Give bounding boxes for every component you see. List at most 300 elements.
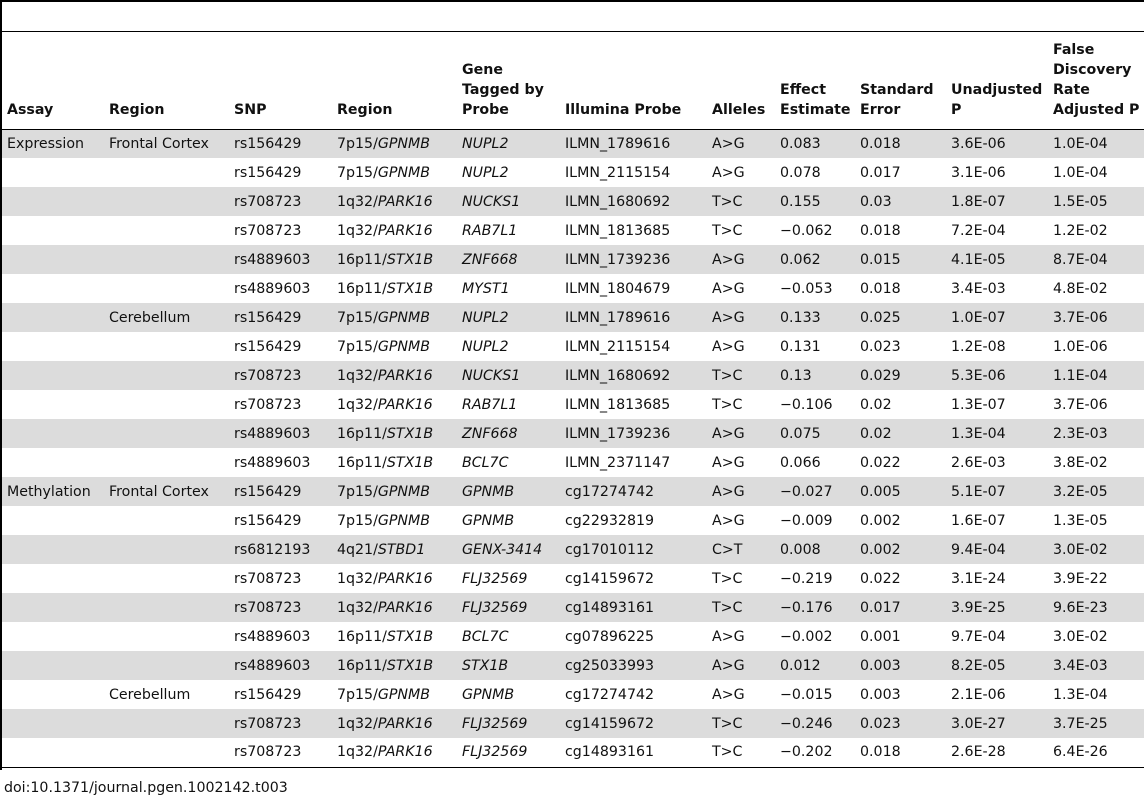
standard-error-cell: 0.003 xyxy=(860,686,901,703)
gene-cell: GPNMB xyxy=(462,512,515,529)
locus-gene: GPNMB xyxy=(377,164,431,181)
fdr-p-cell: 3.8E-02 xyxy=(1053,454,1108,471)
locus-gene: PARK16 xyxy=(377,715,433,732)
locus-band: 16p11/ xyxy=(337,657,387,674)
results-table xyxy=(2,34,1144,768)
assay-cell xyxy=(2,274,104,303)
standard-error-cell: 0.023 xyxy=(860,338,901,355)
locus-cell xyxy=(332,680,457,709)
alleles-cell: C>T xyxy=(707,535,775,564)
region-cell xyxy=(104,738,229,767)
snp-cell: rs156429 xyxy=(234,512,302,529)
locus-band: 16p11/ xyxy=(337,425,387,442)
assay-cell xyxy=(2,187,104,216)
assay-cell: Methylation xyxy=(2,477,104,506)
locus-band: 1q32/ xyxy=(337,193,378,210)
alleles-cell: T>C xyxy=(707,187,775,216)
table-row xyxy=(2,419,1144,448)
locus-cell xyxy=(332,245,457,274)
locus-cell xyxy=(332,622,457,651)
region-cell xyxy=(104,361,229,390)
probe-cell: cg14893161 xyxy=(560,593,707,622)
assay-cell xyxy=(2,303,104,332)
unadjusted-p-cell: 2.6E-03 xyxy=(951,454,1006,471)
locus-cell xyxy=(332,448,457,477)
alleles-cell: T>C xyxy=(712,396,743,413)
effect-estimate-cell: 0.012 xyxy=(775,651,855,680)
table-row xyxy=(2,709,1144,738)
locus-cell xyxy=(332,477,457,506)
assay-cell xyxy=(2,709,104,738)
probe-cell: ILMN_1804679 xyxy=(565,280,671,297)
region-cell xyxy=(104,622,229,651)
standard-error-cell: 0.017 xyxy=(855,593,946,622)
unadjusted-p-cell: 3.1E-24 xyxy=(951,570,1006,587)
region-cell: Frontal Cortex xyxy=(104,477,229,506)
region-cell xyxy=(104,245,229,274)
gene-cell: FLJ32569 xyxy=(462,570,528,587)
fdr-p-cell: 3.7E-25 xyxy=(1048,709,1144,738)
table-row xyxy=(2,593,1144,622)
effect-estimate-cell: −0.062 xyxy=(780,222,833,239)
table-row xyxy=(2,506,1144,535)
locus-band: 1q32/ xyxy=(337,599,378,616)
alleles-cell: T>C xyxy=(707,361,775,390)
col-header-fdr-p: False Discovery Rate Adjusted P xyxy=(1048,34,1144,129)
locus-band: 1q32/ xyxy=(337,715,378,732)
standard-error-cell: 0.018 xyxy=(860,280,901,297)
fdr-p-cell: 3.2E-05 xyxy=(1048,477,1144,506)
locus-gene: STX1B xyxy=(386,280,434,297)
alleles-cell: A>G xyxy=(712,280,745,297)
alleles-cell: A>G xyxy=(712,338,745,355)
locus-cell xyxy=(332,361,457,390)
alleles-cell: A>G xyxy=(707,477,775,506)
table-row xyxy=(2,303,1144,332)
fdr-p-cell: 1.5E-05 xyxy=(1048,187,1144,216)
table-row xyxy=(2,651,1144,680)
locus-gene: GPNMB xyxy=(377,309,431,326)
assay-cell xyxy=(2,419,104,448)
unadjusted-p-cell: 4.1E-05 xyxy=(946,245,1048,274)
unadjusted-p-cell: 3.4E-03 xyxy=(951,280,1006,297)
standard-error-cell: 0.02 xyxy=(855,419,946,448)
locus-gene: STBD1 xyxy=(377,541,426,558)
assay-cell xyxy=(2,738,104,767)
locus-cell xyxy=(332,274,457,303)
table-row xyxy=(2,680,1144,709)
effect-estimate-cell: −0.202 xyxy=(775,738,855,767)
probe-cell: ILMN_2371147 xyxy=(565,454,671,471)
probe-cell: cg07896225 xyxy=(565,628,655,645)
locus-cell xyxy=(332,738,457,767)
assay-cell xyxy=(2,361,104,390)
alleles-cell: A>G xyxy=(707,129,775,158)
region-cell xyxy=(104,216,229,245)
unadjusted-p-cell: 1.3E-04 xyxy=(946,419,1048,448)
assay-cell xyxy=(2,535,104,564)
snp-cell: rs4889603 xyxy=(234,280,311,297)
unadjusted-p-cell: 1.3E-07 xyxy=(951,396,1006,413)
unadjusted-p-cell: 3.1E-06 xyxy=(951,164,1006,181)
locus-cell xyxy=(332,593,457,622)
probe-cell: ILMN_1680692 xyxy=(560,187,707,216)
locus-band: 7p15/ xyxy=(337,686,378,703)
unadjusted-p-cell: 9.7E-04 xyxy=(951,628,1006,645)
probe-cell: ILMN_2115154 xyxy=(565,164,671,181)
table-row xyxy=(2,245,1144,274)
table-row xyxy=(2,535,1144,564)
effect-estimate-cell: 0.066 xyxy=(780,454,821,471)
locus-gene: STX1B xyxy=(386,251,434,268)
gene-cell: GPNMB xyxy=(462,686,515,703)
gene-cell: NUCKS1 xyxy=(457,361,560,390)
region-cell xyxy=(104,709,229,738)
locus-gene: STX1B xyxy=(386,454,434,471)
fdr-p-cell: 2.3E-03 xyxy=(1048,419,1144,448)
effect-estimate-cell: −0.009 xyxy=(780,512,833,529)
standard-error-cell: 0.001 xyxy=(860,628,901,645)
probe-cell: cg17010112 xyxy=(560,535,707,564)
snp-cell: rs708723 xyxy=(234,570,302,587)
unadjusted-p-cell: 2.1E-06 xyxy=(951,686,1006,703)
locus-band: 7p15/ xyxy=(337,338,378,355)
snp-cell: rs4889603 xyxy=(229,419,332,448)
col-header-alleles: Alleles xyxy=(707,34,775,129)
table-row xyxy=(2,129,1144,158)
locus-cell xyxy=(332,709,457,738)
probe-cell: ILMN_1813685 xyxy=(565,396,671,413)
alleles-cell: T>C xyxy=(707,738,775,767)
gene-cell: BCL7C xyxy=(462,628,509,645)
unadjusted-p-cell: 3.0E-27 xyxy=(946,709,1048,738)
fdr-p-cell: 3.0E-02 xyxy=(1048,535,1144,564)
table-row xyxy=(2,477,1144,506)
region-cell xyxy=(104,390,229,419)
gene-cell: GENX-3414 xyxy=(457,535,560,564)
assay-cell xyxy=(2,245,104,274)
gene-cell: NUPL2 xyxy=(462,164,509,181)
locus-band: 7p15/ xyxy=(337,512,378,529)
locus-cell xyxy=(332,216,457,245)
region-cell xyxy=(104,564,229,593)
alleles-cell: A>G xyxy=(707,303,775,332)
alleles-cell: A>G xyxy=(712,454,745,471)
locus-gene: PARK16 xyxy=(377,599,433,616)
unadjusted-p-cell: 1.8E-07 xyxy=(946,187,1048,216)
locus-band: 1q32/ xyxy=(337,744,378,761)
probe-cell: ILMN_1789616 xyxy=(560,303,707,332)
unadjusted-p-cell: 1.2E-08 xyxy=(951,338,1006,355)
unadjusted-p-cell: 3.9E-25 xyxy=(946,593,1048,622)
probe-cell: cg14159672 xyxy=(565,570,655,587)
locus-gene: PARK16 xyxy=(377,222,433,239)
table-row xyxy=(2,622,1144,651)
fdr-p-cell: 4.8E-02 xyxy=(1053,280,1108,297)
locus-cell xyxy=(332,564,457,593)
fdr-p-cell: 9.6E-23 xyxy=(1048,593,1144,622)
gene-cell: NUCKS1 xyxy=(457,187,560,216)
gene-cell: RAB7L1 xyxy=(462,396,518,413)
fdr-p-cell: 3.9E-22 xyxy=(1053,570,1108,587)
unadjusted-p-cell: 5.3E-06 xyxy=(946,361,1048,390)
locus-gene: GPNMB xyxy=(377,135,431,152)
unadjusted-p-cell: 9.4E-04 xyxy=(946,535,1048,564)
alleles-cell: A>G xyxy=(707,651,775,680)
locus-gene: PARK16 xyxy=(377,570,433,587)
effect-estimate-cell: −0.027 xyxy=(775,477,855,506)
gene-cell: FLJ32569 xyxy=(457,709,560,738)
snp-cell: rs4889603 xyxy=(234,454,311,471)
gene-cell: GPNMB xyxy=(457,477,560,506)
gene-cell: ZNF668 xyxy=(457,245,560,274)
unadjusted-p-cell: 1.0E-07 xyxy=(946,303,1048,332)
effect-estimate-cell: 0.062 xyxy=(775,245,855,274)
top-rule xyxy=(0,0,1144,2)
standard-error-cell: 0.018 xyxy=(855,129,946,158)
locus-band: 7p15/ xyxy=(337,164,378,181)
region-cell: Cerebellum xyxy=(109,686,191,703)
col-header-effect: Effect Estimate xyxy=(775,34,855,129)
region-cell xyxy=(104,448,229,477)
locus-cell xyxy=(332,158,457,187)
region-cell xyxy=(104,332,229,361)
region-cell xyxy=(104,593,229,622)
snp-cell: rs4889603 xyxy=(229,651,332,680)
locus-cell xyxy=(332,390,457,419)
standard-error-cell: 0.005 xyxy=(855,477,946,506)
region-cell: Cerebellum xyxy=(104,303,229,332)
table-row xyxy=(2,738,1144,767)
standard-error-cell: 0.002 xyxy=(860,512,901,529)
fdr-p-cell: 1.3E-04 xyxy=(1053,686,1108,703)
unadjusted-p-cell: 1.6E-07 xyxy=(951,512,1006,529)
doi-caption: doi:10.1371/journal.pgen.1002142.t003 xyxy=(4,780,288,796)
region-cell xyxy=(104,274,229,303)
alleles-cell: A>G xyxy=(707,245,775,274)
header-top-rule xyxy=(0,31,1144,32)
unadjusted-p-cell: 3.6E-06 xyxy=(946,129,1048,158)
table-row xyxy=(2,158,1144,187)
standard-error-cell: 0.029 xyxy=(855,361,946,390)
probe-cell: cg22932819 xyxy=(565,512,655,529)
alleles-cell: T>C xyxy=(707,709,775,738)
table-row xyxy=(2,332,1144,361)
probe-cell: cg14159672 xyxy=(560,709,707,738)
assay-cell xyxy=(2,506,104,535)
locus-band: 16p11/ xyxy=(337,251,387,268)
gene-cell: RAB7L1 xyxy=(462,222,518,239)
standard-error-cell: 0.018 xyxy=(855,738,946,767)
locus-gene: PARK16 xyxy=(377,396,433,413)
snp-cell: rs6812193 xyxy=(229,535,332,564)
locus-cell xyxy=(332,129,457,158)
locus-band: 7p15/ xyxy=(337,483,378,500)
fdr-p-cell: 1.3E-05 xyxy=(1053,512,1108,529)
assay-cell xyxy=(2,680,104,709)
gene-cell: NUPL2 xyxy=(462,338,509,355)
fdr-p-cell: 8.7E-04 xyxy=(1048,245,1144,274)
assay-cell xyxy=(2,593,104,622)
standard-error-cell: 0.025 xyxy=(855,303,946,332)
snp-cell: rs4889603 xyxy=(229,245,332,274)
locus-band: 7p15/ xyxy=(337,135,378,152)
locus-cell xyxy=(332,332,457,361)
region-cell xyxy=(104,506,229,535)
locus-gene: GPNMB xyxy=(377,483,431,500)
region-cell xyxy=(104,419,229,448)
table-row xyxy=(2,390,1144,419)
locus-cell xyxy=(332,419,457,448)
effect-estimate-cell: −0.002 xyxy=(780,628,833,645)
region-cell xyxy=(104,535,229,564)
locus-gene: PARK16 xyxy=(377,744,433,761)
probe-cell: ILMN_1789616 xyxy=(560,129,707,158)
assay-cell xyxy=(2,332,104,361)
standard-error-cell: 0.02 xyxy=(860,396,892,413)
fdr-p-cell: 3.7E-06 xyxy=(1048,303,1144,332)
locus-gene: GPNMB xyxy=(377,338,431,355)
snp-cell: rs708723 xyxy=(229,593,332,622)
alleles-cell: A>G xyxy=(712,164,745,181)
locus-cell xyxy=(332,651,457,680)
assay-cell xyxy=(2,448,104,477)
alleles-cell: A>G xyxy=(712,512,745,529)
effect-estimate-cell: −0.176 xyxy=(775,593,855,622)
effect-estimate-cell: −0.053 xyxy=(780,280,833,297)
gene-cell: MYST1 xyxy=(462,280,510,297)
standard-error-cell: 0.018 xyxy=(860,222,901,239)
locus-gene: PARK16 xyxy=(377,193,433,210)
col-header-region: Region xyxy=(104,34,229,129)
fdr-p-cell: 1.0E-06 xyxy=(1053,338,1108,355)
col-header-unadjusted-p: Unadjusted P xyxy=(946,34,1048,129)
probe-cell: ILMN_1739236 xyxy=(560,419,707,448)
col-header-snp: SNP xyxy=(229,34,332,129)
effect-estimate-cell: 0.133 xyxy=(775,303,855,332)
header-row xyxy=(2,34,1144,129)
alleles-cell: T>C xyxy=(707,593,775,622)
effect-estimate-cell: 0.155 xyxy=(775,187,855,216)
snp-cell: rs4889603 xyxy=(234,628,311,645)
locus-cell xyxy=(332,535,457,564)
col-header-gene: Gene Tagged by Probe xyxy=(457,34,560,129)
probe-cell: ILMN_1739236 xyxy=(560,245,707,274)
region-cell xyxy=(104,158,229,187)
locus-band: 7p15/ xyxy=(337,309,378,326)
fdr-p-cell: 3.7E-06 xyxy=(1053,396,1108,413)
effect-estimate-cell: −0.246 xyxy=(775,709,855,738)
standard-error-cell: 0.023 xyxy=(855,709,946,738)
alleles-cell: A>G xyxy=(712,686,745,703)
standard-error-cell: 0.002 xyxy=(855,535,946,564)
snp-cell: rs708723 xyxy=(229,187,332,216)
locus-gene: GPNMB xyxy=(377,686,431,703)
locus-gene: STX1B xyxy=(386,628,434,645)
fdr-p-cell: 1.2E-02 xyxy=(1053,222,1108,239)
locus-band: 1q32/ xyxy=(337,396,378,413)
probe-cell: ILMN_1813685 xyxy=(565,222,671,239)
locus-band: 16p11/ xyxy=(337,628,387,645)
fdr-p-cell: 3.0E-02 xyxy=(1053,628,1108,645)
assay-cell: Expression xyxy=(2,129,104,158)
locus-gene: GPNMB xyxy=(377,512,431,529)
standard-error-cell: 0.017 xyxy=(860,164,901,181)
locus-band: 16p11/ xyxy=(337,280,387,297)
standard-error-cell: 0.022 xyxy=(860,454,901,471)
gene-cell: ZNF668 xyxy=(457,419,560,448)
snp-cell: rs708723 xyxy=(229,738,332,767)
effect-estimate-cell: 0.131 xyxy=(780,338,821,355)
table-row xyxy=(2,448,1144,477)
alleles-cell: A>G xyxy=(707,419,775,448)
snp-cell: rs156429 xyxy=(234,686,302,703)
locus-gene: STX1B xyxy=(386,657,434,674)
unadjusted-p-cell: 8.2E-05 xyxy=(946,651,1048,680)
region-cell: Frontal Cortex xyxy=(104,129,229,158)
probe-cell: cg17274742 xyxy=(565,686,655,703)
alleles-cell: T>C xyxy=(712,222,743,239)
col-header-se: Standard Error xyxy=(855,34,946,129)
gene-cell: BCL7C xyxy=(462,454,509,471)
snp-cell: rs708723 xyxy=(229,709,332,738)
fdr-p-cell: 1.0E-04 xyxy=(1053,164,1108,181)
snp-cell: rs156429 xyxy=(229,129,332,158)
locus-cell xyxy=(332,303,457,332)
unadjusted-p-cell: 2.6E-28 xyxy=(946,738,1048,767)
standard-error-cell: 0.03 xyxy=(855,187,946,216)
table-row xyxy=(2,187,1144,216)
standard-error-cell: 0.015 xyxy=(855,245,946,274)
effect-estimate-cell: −0.106 xyxy=(780,396,833,413)
probe-cell: cg17274742 xyxy=(560,477,707,506)
region-cell xyxy=(104,187,229,216)
snp-cell: rs156429 xyxy=(229,303,332,332)
probe-cell: cg14893161 xyxy=(560,738,707,767)
standard-error-cell: 0.022 xyxy=(860,570,901,587)
effect-estimate-cell: 0.075 xyxy=(775,419,855,448)
gene-cell: NUPL2 xyxy=(457,303,560,332)
effect-estimate-cell: 0.078 xyxy=(780,164,821,181)
table-body xyxy=(2,129,1144,767)
locus-band: 16p11/ xyxy=(337,454,387,471)
assay-cell xyxy=(2,564,104,593)
region-cell xyxy=(104,651,229,680)
probe-cell: ILMN_2115154 xyxy=(565,338,671,355)
assay-cell xyxy=(2,158,104,187)
gene-cell: FLJ32569 xyxy=(457,738,560,767)
gene-cell: FLJ32569 xyxy=(457,593,560,622)
locus-band: 1q32/ xyxy=(337,222,378,239)
locus-band: 1q32/ xyxy=(337,570,378,587)
effect-estimate-cell: 0.083 xyxy=(775,129,855,158)
assay-cell xyxy=(2,390,104,419)
alleles-cell: A>G xyxy=(712,628,745,645)
snp-cell: rs156429 xyxy=(234,164,302,181)
effect-estimate-cell: 0.008 xyxy=(775,535,855,564)
probe-cell: cg25033993 xyxy=(560,651,707,680)
locus-cell xyxy=(332,187,457,216)
gene-cell: STX1B xyxy=(457,651,560,680)
fdr-p-cell: 1.0E-04 xyxy=(1048,129,1144,158)
effect-estimate-cell: −0.015 xyxy=(780,686,833,703)
snp-cell: rs156429 xyxy=(229,477,332,506)
unadjusted-p-cell: 5.1E-07 xyxy=(946,477,1048,506)
snp-cell: rs708723 xyxy=(234,396,302,413)
snp-cell: rs708723 xyxy=(229,361,332,390)
alleles-cell: T>C xyxy=(712,570,743,587)
table-row xyxy=(2,216,1144,245)
